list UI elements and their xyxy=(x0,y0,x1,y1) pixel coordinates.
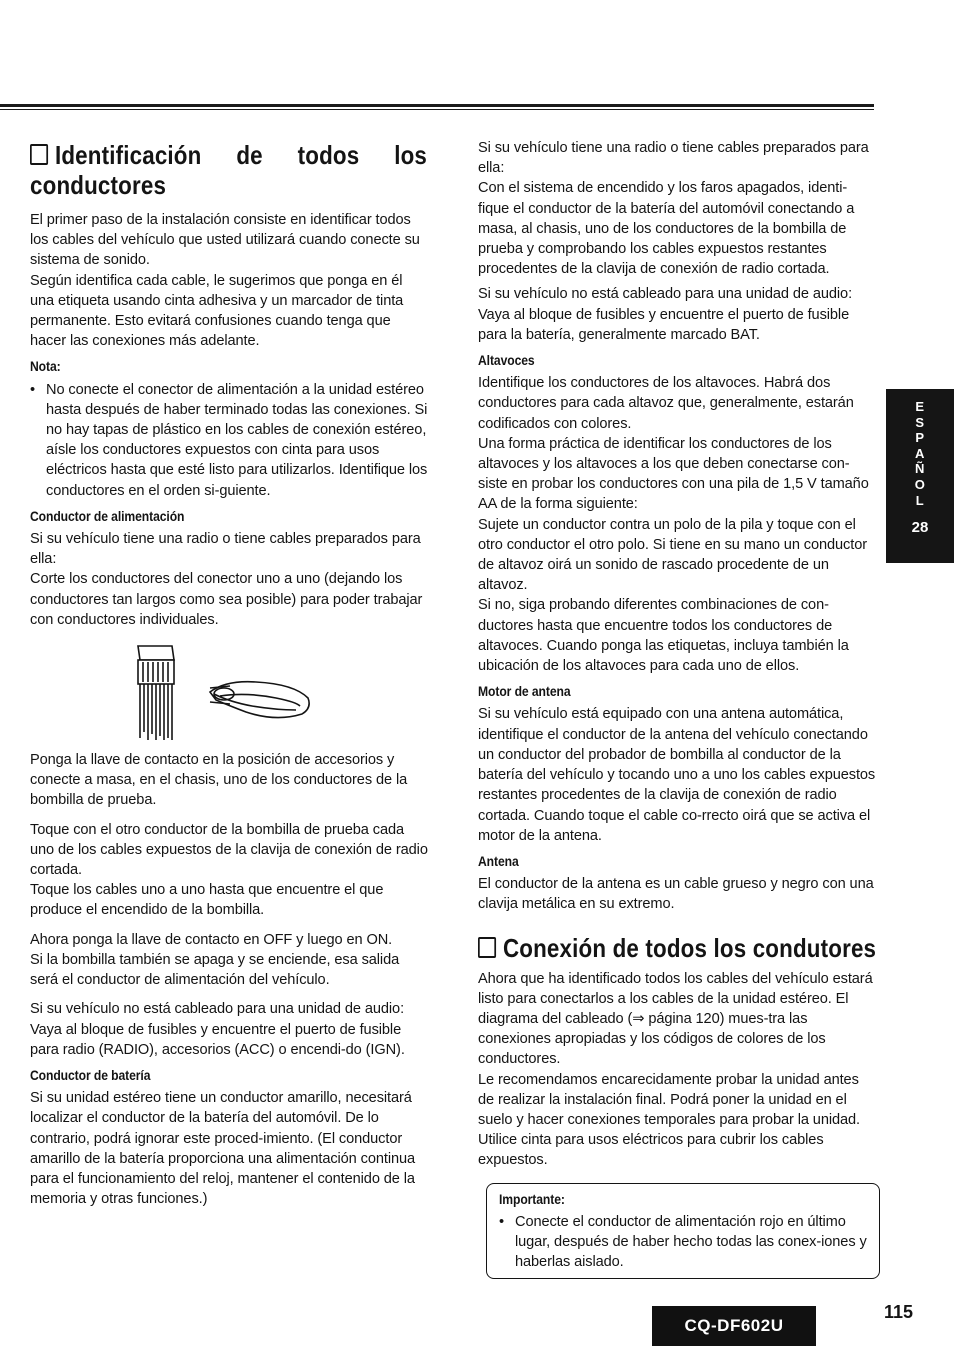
speakers-paragraph-2: Una forma práctica de identificar los conductores de los altavoces y los altavoces a los que deben conectarse con-siste en probar los conductores con una pila de 1,5 V tamaño AA de la forma siguiente: xyxy=(478,435,869,513)
battery-lead-heading: Conductor de batería xyxy=(30,1067,151,1083)
antenna-heading: Antena xyxy=(478,853,519,869)
after-illus-paragraph-7: Vaya al bloque de fusibles y encuentre el puerto de fusible para radio (RADIO), accesorios (ACC) o encendi-do (IGN). xyxy=(30,1021,405,1058)
speakers-heading: Altavoces xyxy=(478,353,535,369)
right-column xyxy=(478,138,878,1279)
after-illus-paragraph-6: Si su vehículo no está cableado para una unidad de audio: xyxy=(30,1001,405,1018)
section-heading-connection: Conexión de todos los condutores xyxy=(478,933,877,963)
after-illus-paragraph-1: Ponga la llave de contacto en la posición de accesorios y conecte a masa, en el chasis, uno de los conductores de la bombilla de prueba. xyxy=(30,752,408,809)
important-bullet: • Conecte el conductor de alimentación rojo en último lugar, después de haber hecho todas las conex-iones y haberlas aislado. xyxy=(499,1212,867,1273)
power-paragraph-1: Si su vehículo tiene una radio o tiene cables preparados para ella: xyxy=(30,531,421,568)
antenna-motor-paragraph: Si su vehículo está equipado con una antena automática, identifique el conductor de la antena del vehículo conectando un conductor del probador de bombilla al conductor de la batería del vehículo y tocando uno a uno los cables expuestos restantes procedentes de la clavija de conexión de radio cortada. Cuando toque el cable co-rrecto oirá que se activa el motor de la antena. xyxy=(478,706,876,844)
language-letters: E S P A Ñ O L xyxy=(914,399,926,508)
battery-paragraph: Si su unidad estéreo tiene un conductor amarillo, necesitará localizar el conductor de la batería del automóvil. De lo contrario, podrá ignorar este proced-imiento. (El conductor amarillo de la batería proporciona una alimentación continua para el funcionamiento del reloj, mantener el contenido de la memoria y otras funciones.) xyxy=(30,1090,416,1208)
model-number-badge: CQ-DF602U xyxy=(652,1306,816,1346)
connection-paragraph-2: Le recomendamos encarecidamente probar la unidad antes de realizar la instalación final. Podrá poner la unidad en el suelo y hacer conexiones temporales para probar la unidad. Utilice cinta para usos eléctricos para cubrir los cables expuestos. xyxy=(478,1071,860,1169)
antenna-motor-heading: Motor de antena xyxy=(478,684,571,700)
power-paragraph-2: Corte los conductores del conector uno a uno (dejando los conductores tan largos como sea posible) para poder trabajar con conductores individuales. xyxy=(30,571,423,628)
important-label: Importante: xyxy=(499,1191,565,1207)
speakers-paragraph-3: Sujete un conductor contra un polo de la pila y toque con el otro conductor el otro polo. Si tiene en su mano un conductor de altavoz oirá un sonido de rascado procedente de un altavoz. xyxy=(478,516,867,594)
after-illus-paragraph-3: Toque los cables uno a uno hasta que encuentre el que produce el encendido de la bombilla. xyxy=(30,882,384,919)
top-rule xyxy=(0,104,874,107)
after-illus-paragraph-2: Toque con el otro conductor de la bombilla de prueba cada uno de los cables expuestos de la clavija de conexión de radio cortada. xyxy=(30,821,428,879)
language-side-tab xyxy=(886,389,954,563)
power-lead-heading: Conductor de alimentación xyxy=(30,508,185,524)
checkbox-square-icon xyxy=(478,937,496,958)
page-number: 115 xyxy=(884,1302,914,1322)
section-page-number: 28 xyxy=(911,519,929,537)
left-column xyxy=(30,138,428,1209)
battery-cont-paragraph-4: Vaya al bloque de fusibles y encuentre el puerto de fusible para la batería, generalmente marcado BAT. xyxy=(478,306,850,343)
battery-cont-paragraph-2: Con el sistema de encendido y los faros apagados, identi-fique el conductor de la batería del automóvil conectando a masa, al chasis, uno de los conductores de la bombilla de prueba y comprobando los cables expuestos restantes procedentes de la clavija de conexión de radio cortada. xyxy=(478,180,855,278)
note-label: Nota: xyxy=(30,359,61,375)
note-bullet: • No conecte el conector de alimentación a la unidad estéreo hasta después de haber terminado todas las conexiones. Si no hay tapas de plástico en los cables de conexión estéreo, aísle los conductores expuestos con cinta para usos eléctricos hasta que esté listo para utilizarlos. Identifique los conductores en el orden si-guiente. xyxy=(30,380,428,501)
top-rule-thin xyxy=(0,109,874,110)
speakers-paragraph-4: Si no, siga probando diferentes combinaciones de con-ductores hasta que encuentre todos los conductores de altavoces. Cuando ponga las etiquetas, incluya también la ubicación de los altavoces para cada uno de ellos. xyxy=(478,597,849,675)
battery-cont-paragraph-3: Si su vehículo no está cableado para una unidad de audio: xyxy=(478,286,853,303)
intro-paragraph-1: El primer paso de la instalación consiste en identificar todos los cables del vehículo que usted utilizará cuando conecte su sistema de sonido. xyxy=(30,212,420,269)
connection-paragraph-1: Ahora que ha identificado todos los cables del vehículo estará listo para conectarlos a los cables de la unidad estéreo. El diagrama del cableado (⇒ página 120) mues-tra las conexiones apropiadas y los códigos de colores de los conductores. xyxy=(478,970,873,1068)
section-heading-identification: Identificación de todos los conductores xyxy=(30,140,428,200)
after-illus-paragraph-4: Ahora ponga la llave de contacto en OFF y luego en ON. xyxy=(30,931,393,948)
battery-cont-paragraph-1: Si su vehículo tiene una radio o tiene cables preparados para ella: xyxy=(478,140,869,177)
connector-and-cutter-illustration xyxy=(30,642,428,742)
important-notice-box xyxy=(486,1183,880,1280)
checkbox-square-icon xyxy=(30,144,48,165)
after-illus-paragraph-5: Si la bombilla también se apaga y se enciende, esa salida será el conductor de alimentación del vehículo. xyxy=(30,951,400,989)
speakers-paragraph-1: Identifique los conductores de los altavoces. Habrá dos conductores para cada altavoz que, generalmente, estarán codificados con colores. xyxy=(478,375,854,432)
intro-paragraph-2: Según identifica cada cable, le sugerimos que ponga en él una etiqueta usando cinta adhesiva y un marcador de tinta permanente. Esto evitará confusiones cuando tenga que hacer las conexiones más adelante. xyxy=(30,272,404,350)
wire-cutter-illustration xyxy=(126,642,326,742)
antenna-paragraph: El conductor de la antena es un cable grueso y negro con una clavija metálica en su extremo. xyxy=(478,876,874,913)
